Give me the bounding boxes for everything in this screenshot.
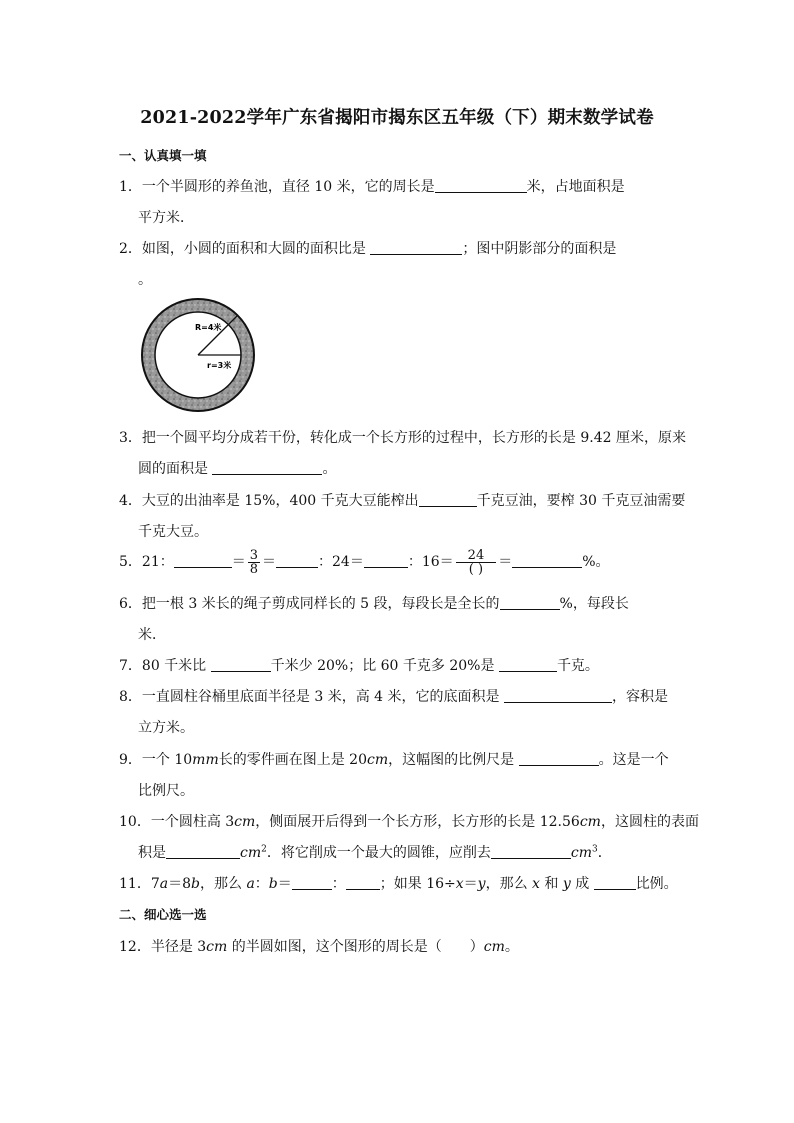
answer-blank[interactable] — [370, 239, 462, 255]
section-heading-fill-in: 一、认真填一填 — [119, 148, 207, 163]
question-9-line-1: 9．一个 10mm长的零件画在图上是 20cm，这幅图的比例尺是 。这是一个 — [119, 752, 669, 768]
answer-blank[interactable] — [512, 552, 582, 568]
question-1-line-2: 平方米． — [138, 210, 194, 226]
question-8-line-2: 立方米。 — [138, 720, 194, 736]
answer-blank[interactable] — [504, 687, 612, 703]
answer-blank[interactable] — [519, 750, 599, 766]
answer-blank[interactable] — [491, 843, 571, 859]
answer-blank[interactable] — [500, 594, 560, 610]
question-3-line-1: 3．把一个圆平均分成若干份，转化成一个长方形的过程中，长方形的长是 9.42 厘米，原来 — [119, 430, 686, 446]
fraction-24-blank: $\frac{24}{( )}$ — [456, 549, 497, 576]
page-title: 2021-2022学年广东省揭阳市揭东区五年级（下）期末数学试卷 — [140, 108, 654, 128]
answer-blank[interactable] — [364, 552, 408, 568]
question-10-line-2: 积是 $cm^2$．将它削成一个最大的圆锥，应削去 $cm^3$． — [138, 844, 612, 861]
question-4-line-2: 千克大豆。 — [138, 524, 208, 540]
answer-blank[interactable] — [346, 874, 380, 890]
answer-blank[interactable] — [499, 656, 557, 672]
question-9-line-2: 比例尺。 — [138, 783, 194, 799]
question-8-line-1: 8．一直圆柱谷桶里底面半径是 3 米，高 4 米，它的底面积是 ，容积是 — [119, 689, 668, 705]
answer-blank[interactable] — [292, 874, 332, 890]
question-6-line-1: 6．把一根 3 米长的绳子剪成同样长的 5 段，每段长是全长的 %，每段长 — [119, 596, 629, 612]
small-radius-label: r=3米 — [207, 361, 232, 370]
question-3-line-2: 圆的面积是 。 — [138, 461, 337, 477]
question-4-line-1: 4．大豆的出油率是 15%，400 千克大豆能榨出 千克豆油，要榨 30 千克豆油需要 — [119, 493, 686, 509]
question-6-line-2: 米． — [138, 627, 166, 643]
answer-blank[interactable] — [174, 552, 232, 568]
section-heading-choose: 二、细心选一选 — [119, 907, 207, 922]
answer-blank[interactable] — [594, 874, 636, 890]
question-12: 12．半径是 3cm 的半圆如图，这个图形的周长是（ ）cm。 — [119, 939, 519, 955]
question-1-line-1: 1．一个半圆形的养鱼池，直径 10 米，它的周长是 米，占地面积是 — [119, 179, 625, 195]
question-2-line-1: 2．如图，小圆的面积和大圆的面积比是 ；图中阴影部分的面积是 — [119, 241, 617, 257]
answer-blank[interactable] — [419, 491, 477, 507]
ring-figure — [137, 296, 259, 414]
big-radius-label: R=4米 — [195, 323, 222, 332]
question-11: 11．7a＝8b，那么 a：b＝ ： ；如果 16÷x＝y，那么 x 和 y 成 比例。 — [119, 876, 678, 892]
question-7: 7．80 千米比 千米少 20%；比 60 千克多 20%是 千克。 — [119, 658, 599, 674]
answer-blank[interactable] — [212, 459, 322, 475]
answer-blank[interactable] — [435, 177, 527, 193]
fraction-3-8: $\frac{3}{8}$ — [249, 547, 259, 577]
answer-blank[interactable] — [166, 843, 240, 859]
question-10-line-1: 10．一个圆柱高 3cm，侧面展开后得到一个长方形，长方形的长是 12.56cm，这圆柱的表面 — [119, 814, 699, 830]
answer-blank[interactable] — [211, 656, 271, 672]
question-2-line-2: 。 — [138, 272, 152, 288]
answer-blank[interactable] — [276, 552, 318, 568]
question-5: 5．21： ＝ $\frac{3}{8}$ ＝ ：24＝ ：16＝ $\frac{24}{( )}$ ＝ %。 — [119, 547, 610, 577]
